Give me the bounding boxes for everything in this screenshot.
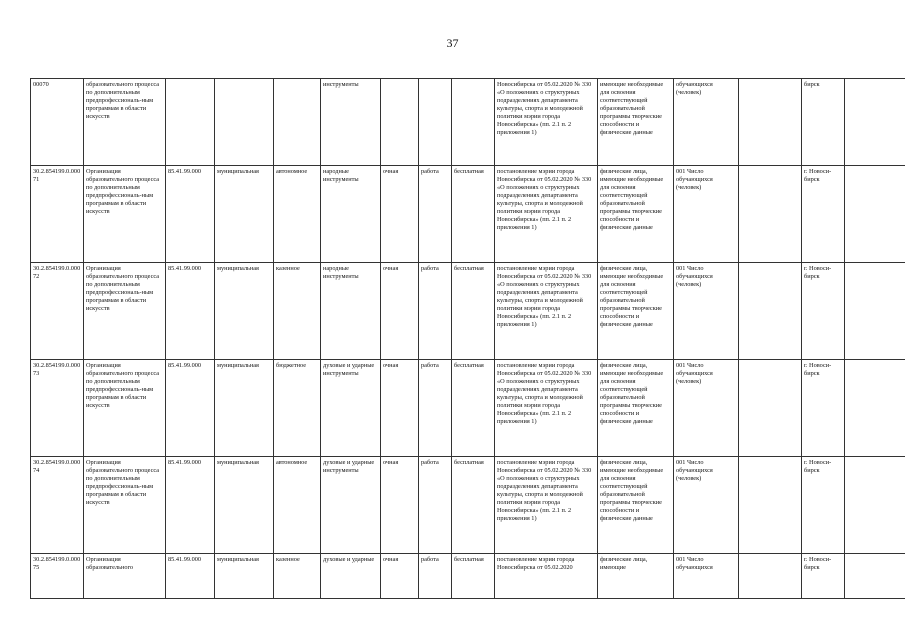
empty-cell xyxy=(845,457,905,554)
service-recipients: физические лица, имеющие необходимые для освоения соответствующей образовательной программы творческие способности и физические данные xyxy=(598,166,674,263)
level: муниципальная xyxy=(215,457,274,554)
empty-cell xyxy=(845,166,905,263)
page-number: 37 xyxy=(446,36,459,50)
activity-kind xyxy=(419,79,452,166)
empty-cell xyxy=(739,457,802,554)
payment-type xyxy=(452,79,495,166)
okved-code xyxy=(166,79,215,166)
payment-type: бесплатная xyxy=(452,554,495,599)
empty-cell xyxy=(739,360,802,457)
instrument-type: духовые и ударные инструменты xyxy=(321,360,381,457)
city: г. Новоси-бирск xyxy=(802,457,845,554)
study-form: очная xyxy=(381,263,419,360)
institution-type xyxy=(274,79,321,166)
volume-indicator: 001 Число обучающихся xyxy=(674,554,739,599)
instrument-type: народные инструменты xyxy=(321,263,381,360)
city: г. Новоси-бирск xyxy=(802,360,845,457)
service-code: 30.2.854199.0.00072 xyxy=(31,263,84,360)
volume-indicator: 001 Число обучающихся (человек) xyxy=(674,360,739,457)
institution-type: автономное xyxy=(274,457,321,554)
activity-kind: работа xyxy=(419,360,452,457)
empty-cell xyxy=(739,166,802,263)
okved-code: 85.41.99.000 xyxy=(166,263,215,360)
legal-basis: постановление мэрии города Новосибирска от 05.02.2020 № 330 «О положениях о структурных подразделениях департамента культуры, спорта и молодежной политики мэрии города Новосибирска» (пп. 2.1 п. 2 приложения 1) xyxy=(495,263,598,360)
level xyxy=(215,79,274,166)
institution-type: казенное xyxy=(274,554,321,599)
service-name: Организация образовательного процесса по дополнительным предпрофессиональ-ным программам в области искусств xyxy=(84,263,166,360)
empty-cell xyxy=(739,79,802,166)
okved-code: 85.41.99.000 xyxy=(166,166,215,263)
city: г. Новоси-бирск xyxy=(802,263,845,360)
level: муниципальная xyxy=(215,263,274,360)
level: муниципальная xyxy=(215,554,274,599)
okved-code: 85.41.99.000 xyxy=(166,360,215,457)
empty-cell xyxy=(739,263,802,360)
payment-type: бесплатная xyxy=(452,360,495,457)
service-code: 30.2.854199.0.00075 xyxy=(31,554,84,599)
level: муниципальная xyxy=(215,166,274,263)
institution-type: бюджетное xyxy=(274,360,321,457)
institution-type: казенное xyxy=(274,263,321,360)
empty-cell xyxy=(845,360,905,457)
legal-basis: Новосибирска от 05.02.2020 № 330 «О положениях о структурных подразделениях департамента культуры, спорта и молодежной политики мэрии города Новосибирска» (пп. 2.1 п. 2 приложения 1) xyxy=(495,79,598,166)
service-recipients: физические лица, имеющие необходимые для освоения соответствующей образовательной программы творческие способности и физические данные xyxy=(598,263,674,360)
activity-kind: работа xyxy=(419,166,452,263)
okved-code: 85.41.99.000 xyxy=(166,554,215,599)
legal-basis: постановление мэрии города Новосибирска от 05.02.2020 № 330 «О положениях о структурных подразделениях департамента культуры, спорта и молодежной политики мэрии города Новосибирска» (пп. 2.1 п. 2 приложения 1) xyxy=(495,360,598,457)
legal-basis: постановление мэрии города Новосибирска от 05.02.2020 № 330 «О положениях о структурных подразделениях департамента культуры, спорта и молодежной политики мэрии города Новосибирска» (пп. 2.1 п. 2 приложения 1) xyxy=(495,457,598,554)
instrument-type: духовые и ударные xyxy=(321,554,381,599)
study-form: очная xyxy=(381,360,419,457)
service-name: образовательного процесса по дополнительным предпрофессиональ-ным программам в области искусств xyxy=(84,79,166,166)
activity-kind: работа xyxy=(419,263,452,360)
service-name: Организация образовательного процесса по дополнительным предпрофессиональ-ным программам в области искусств xyxy=(84,360,166,457)
study-form xyxy=(381,79,419,166)
volume-indicator: обучающихся (человек) xyxy=(674,79,739,166)
empty-cell xyxy=(739,554,802,599)
institution-type: автономное xyxy=(274,166,321,263)
table-row xyxy=(31,457,905,554)
instrument-type: инструменты xyxy=(321,79,381,166)
payment-type: бесплатная xyxy=(452,457,495,554)
activity-kind: работа xyxy=(419,457,452,554)
activity-kind: работа xyxy=(419,554,452,599)
study-form: очная xyxy=(381,166,419,263)
table-row xyxy=(31,360,905,457)
study-form: очная xyxy=(381,457,419,554)
service-name: Организация образовательного xyxy=(84,554,166,599)
city: бирск xyxy=(802,79,845,166)
services-register-table xyxy=(30,78,905,599)
table-row xyxy=(31,263,905,360)
study-form: очная xyxy=(381,554,419,599)
instrument-type: духовые и ударные инструменты xyxy=(321,457,381,554)
legal-basis: постановление мэрии города Новосибирска от 05.02.2020 № 330 «О положениях о структурных подразделениях департамента культуры, спорта и молодежной политики мэрии города Новосибирска» (пп. 2.1 п. 2 приложения 1) xyxy=(495,166,598,263)
payment-type: бесплатная xyxy=(452,263,495,360)
table-row xyxy=(31,554,905,599)
instrument-type: народные инструменты xyxy=(321,166,381,263)
table-row xyxy=(31,166,905,263)
level: муниципальная xyxy=(215,360,274,457)
city: г. Новоси-бирск xyxy=(802,166,845,263)
service-recipients: физические лица, имеющие необходимые для освоения соответствующей образовательной программы творческие способности и физические данные xyxy=(598,360,674,457)
volume-indicator: 001 Число обучающихся (человек) xyxy=(674,263,739,360)
service-code: 30.2.854199.0.00074 xyxy=(31,457,84,554)
service-name: Организация образовательного процесса по дополнительным предпрофессиональ-ным программам в области искусств xyxy=(84,166,166,263)
volume-indicator: 001 Число обучающихся (человек) xyxy=(674,166,739,263)
service-code: 30.2.854199.0.00073 xyxy=(31,360,84,457)
service-recipients: физические лица, имеющие необходимые для освоения соответствующей образовательной программы творческие способности и физические данные xyxy=(598,457,674,554)
service-name: Организация образовательного процесса по дополнительным предпрофессиональ-ным программам в области искусств xyxy=(84,457,166,554)
empty-cell xyxy=(845,79,905,166)
okved-code: 85.41.99.000 xyxy=(166,457,215,554)
service-recipients: физические лица, имеющие xyxy=(598,554,674,599)
service-code: 30.2.854199.0.00071 xyxy=(31,166,84,263)
empty-cell xyxy=(845,554,905,599)
volume-indicator: 001 Число обучающихся (человек) xyxy=(674,457,739,554)
service-code: 00070 xyxy=(31,79,84,166)
legal-basis: постановление мэрии города Новосибирска от 05.02.2020 xyxy=(495,554,598,599)
table-row xyxy=(31,79,905,166)
empty-cell xyxy=(845,263,905,360)
service-recipients: имеющие необходимые для освоения соответствующей образовательной программы творческие способности и физические данные xyxy=(598,79,674,166)
city: г. Новоси-бирск xyxy=(802,554,845,599)
payment-type: бесплатная xyxy=(452,166,495,263)
